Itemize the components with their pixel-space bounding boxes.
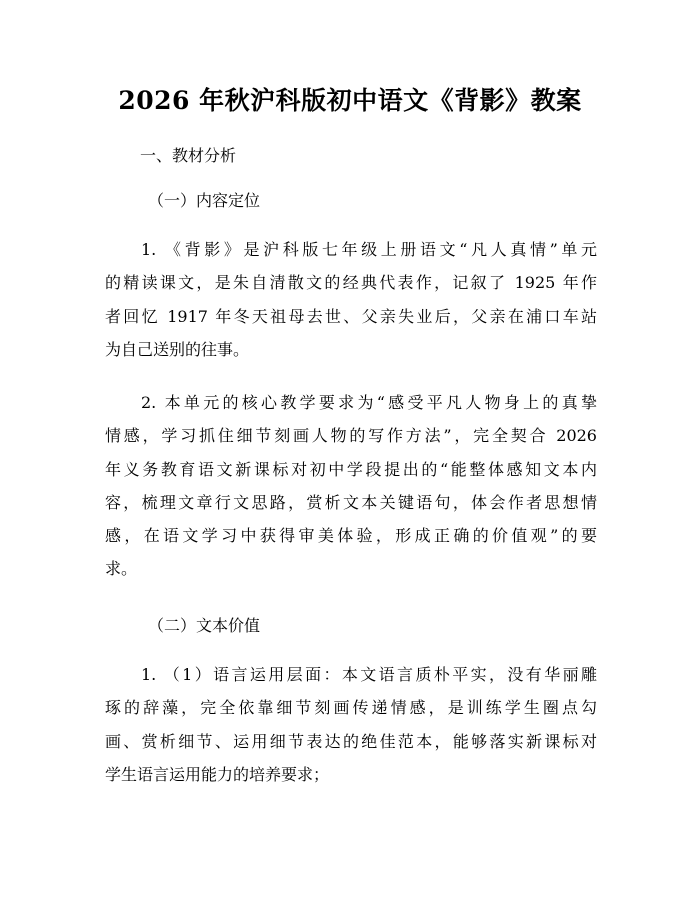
section-heading-textbook-analysis: 一、教材分析 [140, 146, 237, 165]
paragraph-line: 感，在语文学习中获得审美体验，形成正确的价值观”的要 [105, 526, 597, 546]
document-title: 2026 年秋沪科版初中语文《背影》教案 [118, 86, 582, 115]
paragraph-line: 画、赏析细节、运用细节表达的绝佳范本，能够落实新课标对 [105, 731, 597, 751]
subsection-heading-text-value: （二）文本价值 [148, 616, 261, 635]
paragraph-line: 1. 《背影》是沪科版七年级上册语文“凡人真情”单元 [141, 240, 597, 259]
paragraph-line: 情感，学习抓住细节刻画人物的写作方法”，完全契合 2026 [105, 426, 597, 446]
paragraph-line: 的精读课文，是朱自清散文的经典代表作，记叙了 1925 年作 [105, 273, 597, 293]
paragraph-line: 求。 [105, 559, 138, 579]
paragraph-line: 1. （1）语言运用层面：本文语言质朴平实，没有华丽雕 [141, 665, 597, 684]
paragraph-content-positioning-2 [105, 386, 597, 586]
paragraph-line: 为自己送别的往事。 [105, 339, 250, 359]
subsection-heading-content-positioning: （一）内容定位 [148, 191, 261, 210]
paragraph-line: 学生语言运用能力的培养要求； [105, 764, 330, 784]
paragraph-line: 2. 本单元的核心教学要求为“感受平凡人物身上的真挚 [141, 393, 597, 412]
paragraph-line: 年义务教育语文新课标对初中学段提出的“能整体感知文本内 [105, 459, 597, 479]
paragraph-text-value-1 [105, 658, 597, 791]
paragraph-content-positioning-1 [105, 233, 597, 366]
paragraph-line: 者回忆 1917 年冬天祖母去世、父亲失业后，父亲在浦口车站 [105, 306, 597, 326]
paragraph-line: 琢的辞藻，完全依靠细节刻画传递情感，是训练学生圈点勾 [105, 698, 597, 718]
paragraph-line: 容，梳理文章行文思路，赏析文本关键语句，体会作者思想情 [105, 492, 597, 512]
